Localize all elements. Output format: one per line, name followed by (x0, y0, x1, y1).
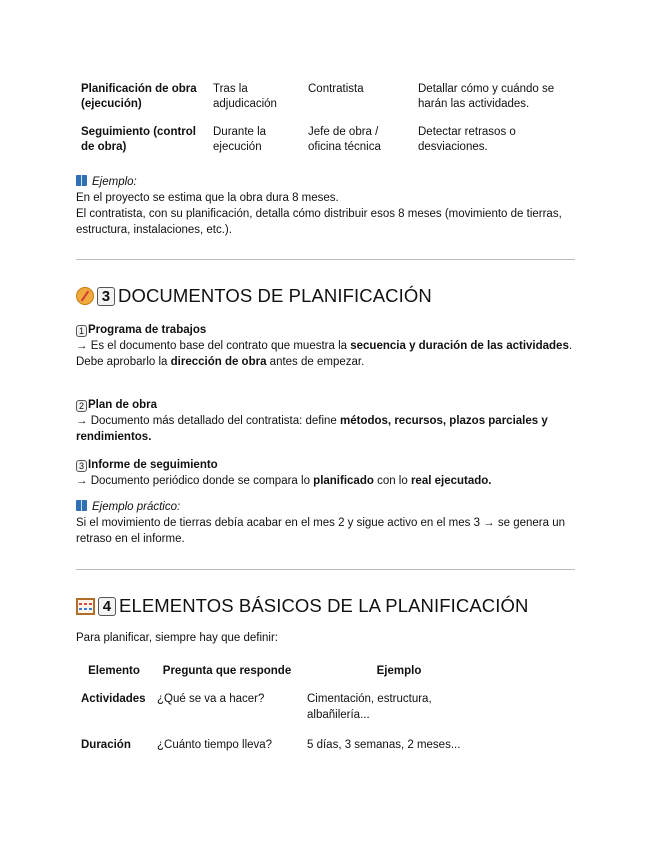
item-title: Informe de seguimiento (88, 459, 218, 471)
divider (76, 569, 575, 570)
item-title: Programa de trabajos (88, 324, 207, 336)
phases-table (76, 78, 576, 164)
table-cell: Durante la ejecución (213, 126, 267, 153)
item-text: Debe aprobarlo la (76, 356, 171, 368)
section-4-heading (76, 595, 528, 617)
example-line: Si el movimiento de tierras debía acabar en el mes 2 y sigue activo en el mes 3 → se genera un retraso en el informe. (76, 517, 566, 545)
keycap-1-icon: 1 (76, 325, 87, 337)
item-text: con lo (373, 475, 411, 487)
table-cell: Cimentación, estructura, albañilería... (307, 693, 432, 721)
table-cell: ¿Qué se va a hacer? (157, 693, 265, 705)
table-cell: Detallar cómo y cuándo se harán las actividades. (418, 83, 555, 110)
item-bold: dirección de obra (170, 356, 267, 368)
item-text: → Documento periódico donde se compara lo (76, 475, 314, 487)
keycap-2-icon: 2 (76, 400, 87, 412)
item-bold: planificado (313, 475, 374, 487)
section-3-heading (76, 285, 432, 307)
keycap-4-icon: 4 (98, 597, 116, 616)
table-cell: Planificación de obra (ejecución) (81, 83, 197, 110)
keycap-3-icon: 3 (97, 287, 115, 306)
item-text: . (568, 340, 573, 352)
column-header: Elemento (88, 665, 140, 677)
example-label: Ejemplo práctico: (92, 501, 181, 513)
example-block (76, 174, 581, 238)
divider (76, 259, 575, 260)
example-heading (76, 174, 581, 190)
example-line: En el proyecto se estima que la obra dura 8 meses. (76, 192, 339, 204)
table-cell: Seguimiento (control de obra) (81, 126, 196, 153)
item-text: antes de empezar. (266, 356, 365, 368)
elements-table (76, 662, 496, 763)
table-cell: Contratista (308, 83, 364, 95)
section-title: DOCUMENTOS DE PLANIFICACIÓN (118, 285, 432, 306)
table-row (76, 121, 576, 164)
item-text: → Documento más detallado del contratista: define (76, 415, 341, 427)
section-intro: Para planificar, siempre hay que definir: (76, 632, 278, 644)
table-header-row (76, 662, 496, 687)
example-block (76, 499, 581, 547)
book-icon (76, 175, 87, 186)
item-bold: real ejecutado. (410, 475, 492, 487)
item-bold: métodos, recursos, plazos parciales y rendimientos. (76, 415, 548, 443)
doc-item (76, 457, 581, 489)
column-header: Pregunta que responde (162, 665, 292, 677)
compass-icon (76, 287, 94, 305)
table-cell: Tras la adjudicación (213, 83, 277, 110)
table-row (76, 78, 576, 121)
example-label: Ejemplo: (92, 176, 137, 188)
table-cell: ¿Cuánto tiempo lleva? (157, 739, 273, 751)
table-row (76, 733, 496, 763)
table-cell: 5 días, 3 semanas, 2 meses... (307, 739, 461, 751)
item-title: Plan de obra (88, 399, 158, 411)
column-header: Ejemplo (376, 665, 422, 677)
doc-item (76, 397, 581, 445)
section-title: ELEMENTOS BÁSICOS DE LA PLANIFICACIÓN (119, 595, 529, 616)
table-cell: Duración (81, 739, 131, 751)
item-text: → Es el documento base del contrato que muestra la (76, 340, 351, 352)
example-line: El contratista, con su planificación, detalla cómo distribuir esos 8 meses (movimiento de tierras, estructura, instalaciones, etc.). (76, 208, 562, 236)
table-cell: Jefe de obra / oficina técnica (308, 126, 381, 153)
keycap-3-icon: 3 (76, 460, 87, 472)
table-row (76, 687, 496, 733)
doc-item (76, 322, 581, 370)
book-icon (76, 500, 87, 511)
table-cell: Detectar retrasos o desviaciones. (418, 126, 516, 153)
table-cell: Actividades (81, 693, 146, 705)
abacus-icon (76, 598, 95, 615)
item-bold: secuencia y duración de las actividades (350, 340, 569, 352)
